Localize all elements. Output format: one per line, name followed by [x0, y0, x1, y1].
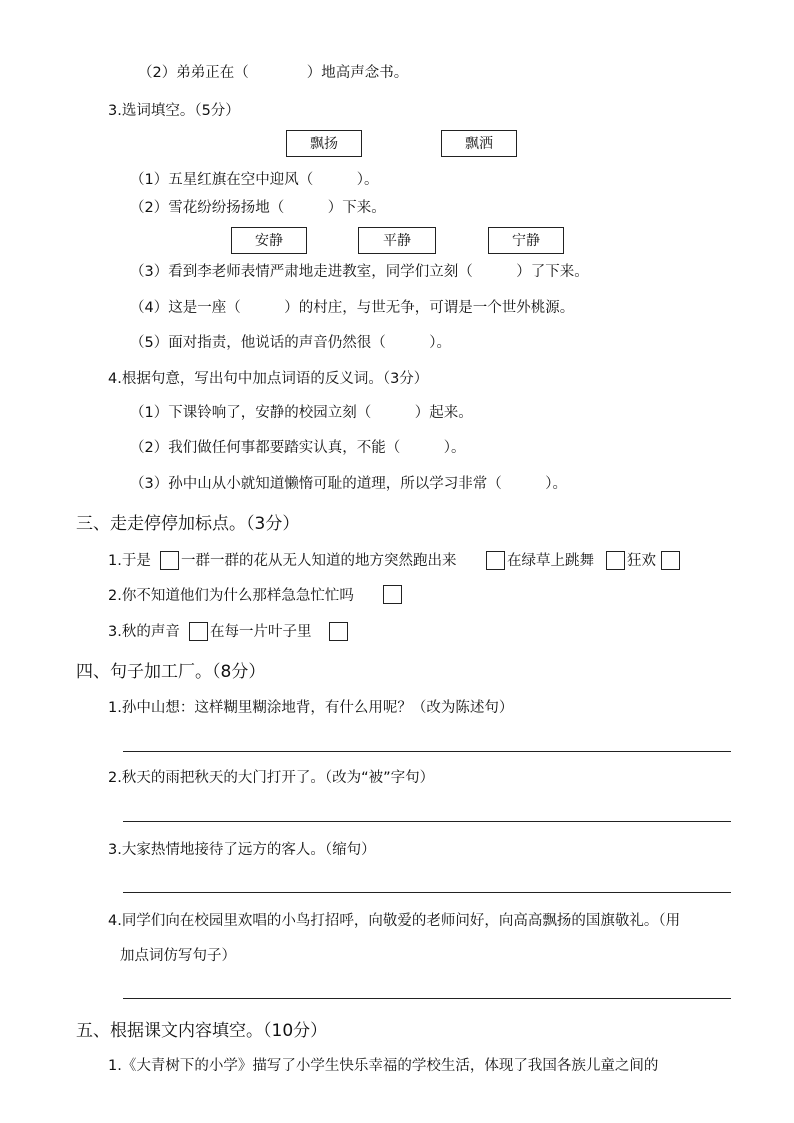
q3-item-5: （5）面对指责，他说话的声音仍然很（ ）。: [130, 335, 451, 351]
punctuation-box[interactable]: [606, 551, 625, 570]
word-choice-ningjing: 宁静: [488, 227, 564, 254]
q4-title: 4.根据句意，写出句中加点词语的反义词。（3分）: [108, 371, 429, 387]
punct-s1-part2: 一群一群的花从无人知道的地方突然跑出来: [181, 553, 457, 569]
section-3-title: 三、走走停停加标点。（3分）: [76, 514, 300, 534]
word-choice-pingjing: 平静: [358, 227, 436, 254]
answer-line[interactable]: [123, 751, 731, 752]
sentence-q3: 3.大家热情地接待了远方的客人。（缩句）: [108, 842, 376, 858]
section-5-title: 五、根据课文内容填空。（10分）: [76, 1021, 328, 1041]
punctuation-box[interactable]: [160, 551, 179, 570]
punct-s1-part4: 狂欢: [627, 553, 656, 569]
punctuation-box[interactable]: [329, 622, 348, 641]
section-4-title: 四、句子加工厂。（8分）: [76, 662, 266, 682]
q2-item-2: （2）弟弟正在（ ）地高声念书。: [138, 65, 409, 81]
sentence-q4-line2: 加点词仿写句子）: [120, 948, 236, 964]
sentence-q4-line1: 4.同学们向在校园里欢唱的小鸟打招呼，向敬爱的老师问好，向高高飘扬的国旗敬礼。（用: [108, 913, 681, 929]
q4-item-1: （1）下课铃响了，安静的校园立刻（ ）起来。: [130, 405, 473, 421]
fill-q1: 1.《大青树下的小学》描写了小学生快乐幸福的学校生活，体现了我国各族儿童之间的: [108, 1058, 659, 1074]
word-choice-piaoyang: 飘扬: [286, 130, 362, 157]
punctuation-box[interactable]: [189, 622, 208, 641]
sentence-q1: 1.孙中山想：这样糊里糊涂地背，有什么用呢？（改为陈述句）: [108, 700, 514, 716]
word-choice-piaosa: 飘洒: [441, 130, 517, 157]
punctuation-box[interactable]: [383, 585, 402, 604]
q4-item-2: （2）我们做任何事都要踏实认真，不能（ ）。: [130, 440, 466, 456]
answer-line[interactable]: [123, 998, 731, 999]
punctuation-box[interactable]: [661, 551, 680, 570]
punct-s3-part2: 在每一片叶子里: [210, 624, 312, 640]
q3-title: 3.选词填空。（5分）: [108, 103, 240, 119]
q4-item-3: （3）孙中山从小就知道懒惰可耻的道理，所以学习非常（ ）。: [130, 476, 567, 492]
sentence-q2: 2.秋天的雨把秋天的大门打开了。（改为“被”字句）: [108, 770, 435, 786]
punct-s3-part1: 3.秋的声音: [108, 624, 180, 640]
q3-item-3: （3）看到李老师表情严肃地走进教室，同学们立刻（ ）了下来。: [130, 264, 589, 280]
answer-line[interactable]: [123, 821, 731, 822]
word-choice-anjing: 安静: [231, 227, 307, 254]
punct-s1-part1: 1.于是: [108, 553, 151, 569]
punctuation-box[interactable]: [486, 551, 505, 570]
punct-s2-part1: 2.你不知道他们为什么那样急急忙忙吗: [108, 588, 354, 604]
q3-item-2: （2）雪花纷纷扬扬地（ ）下来。: [130, 200, 386, 216]
answer-line[interactable]: [123, 892, 731, 893]
q3-item-1: （1）五星红旗在空中迎风（ ）。: [130, 172, 379, 188]
punct-s1-part3: 在绿草上跳舞: [507, 553, 594, 569]
q3-item-4: （4）这是一座（ ）的村庄，与世无争，可谓是一个世外桃源。: [130, 300, 575, 316]
